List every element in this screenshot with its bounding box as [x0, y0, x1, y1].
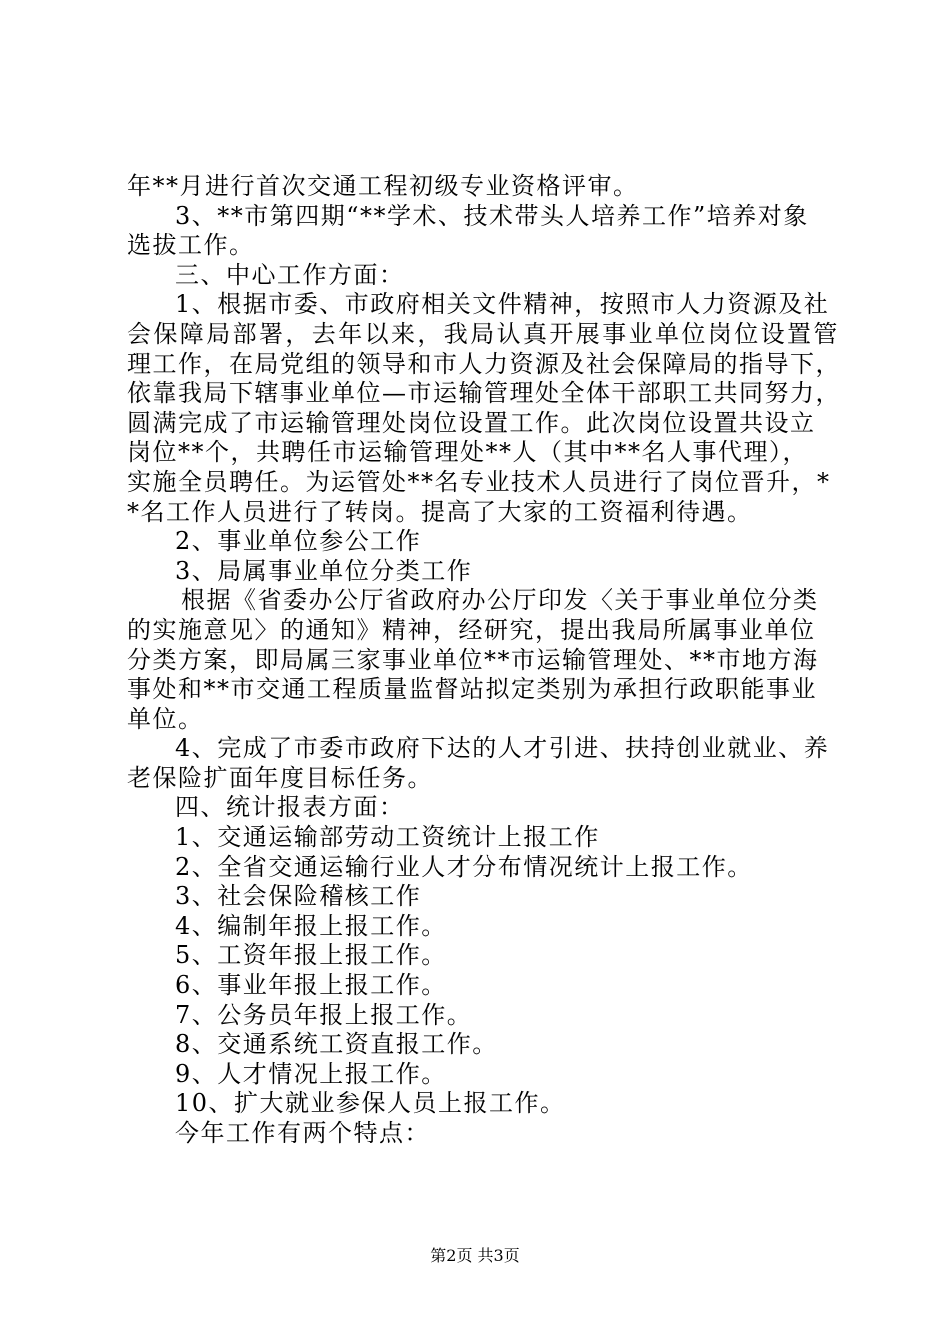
text-line: 的实施意见〉的通知》精神，经研究，提出我局所属事业单位 [127, 615, 816, 644]
list-item: 6、事业年报上报工作。 [175, 971, 447, 1000]
list-item: 8、交通系统工资直报工作。 [175, 1030, 498, 1059]
list-item: 10、扩大就业参保人员上报工作。 [175, 1089, 566, 1118]
list-item: 4、编制年报上报工作。 [175, 911, 447, 940]
text-line: *名工作人员进行了转岗。提高了大家的工资福利待遇。 [127, 497, 753, 526]
section-heading: 三、中心工作方面： [175, 260, 405, 289]
text-line: 2、事业单位参公工作 [175, 527, 422, 556]
text-line: 选拔工作。 [127, 231, 255, 260]
text-line: 3、**市第四期“**学术、技术带头人培养工作”培养对象 [175, 201, 809, 230]
document-body [127, 172, 839, 1149]
text-line: 圆满完成了市运输管理处岗位设置工作。此次岗位设置共设立 [127, 408, 816, 437]
section-heading: 四、统计报表方面： [175, 793, 405, 822]
text-line: 依靠我局下辖事业单位—市运输管理处全体干部职工共同努力， [127, 379, 841, 408]
text-line: 会保障局部署，去年以来，我局认真开展事业单位岗位设置管 [127, 319, 840, 348]
text-line: 今年工作有两个特点： [175, 1119, 430, 1147]
text-line: 4、完成了市委市政府下达的人才引进、扶持创业就业、养 [175, 734, 830, 763]
list-item: 7、公务员年报上报工作。 [175, 1000, 473, 1029]
text-line: 年**月进行首次交通工程初级专业资格评审。 [127, 172, 639, 200]
text-line: 理工作，在局党组的领导和市人力资源及社会保障局的指导下， [127, 349, 841, 378]
text-line: 实施全员聘任。为运管处**名专业技术人员进行了岗位晋升，* [127, 467, 831, 496]
text-line: 老保险扩面年度目标任务。 [127, 763, 433, 792]
text-line: 岗位**个，共聘任市运输管理处**人（其中**名人事代理）， [127, 438, 808, 467]
text-line: 根据《省委办公厅省政府办公厅印发〈关于事业单位分类 [181, 586, 819, 615]
text-line: 3、局属事业单位分类工作 [175, 556, 473, 585]
list-item: 2、全省交通运输行业人才分布情况统计上报工作。 [175, 852, 753, 881]
list-item: 3、社会保险稽核工作 [175, 882, 422, 911]
list-item: 5、工资年报上报工作。 [175, 941, 447, 970]
list-item: 1、交通运输部劳动工资统计上报工作 [175, 823, 600, 852]
list-item: 9、人才情况上报工作。 [175, 1059, 447, 1088]
text-line: 分类方案，即局属三家事业单位**市运输管理处、**市地方海 [127, 645, 819, 674]
text-line: 事处和**市交通工程质量监督站拟定类别为承担行政职能事业 [127, 675, 817, 704]
page-footer: 第2页 共3页 [430, 1246, 520, 1265]
text-line: 1、根据市委、市政府相关文件精神，按照市人力资源及社 [175, 290, 830, 319]
text-line: 单位。 [127, 704, 204, 733]
